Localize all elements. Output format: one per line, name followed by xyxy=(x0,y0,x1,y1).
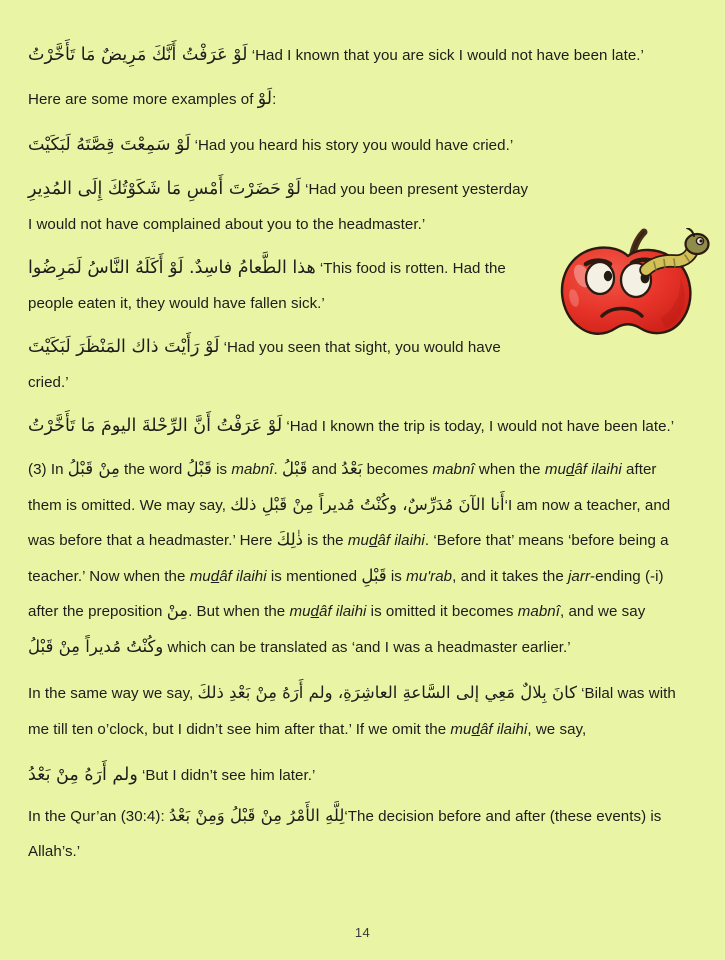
intro-arabic-law: لَوْ xyxy=(257,88,273,109)
section-4-paragraph xyxy=(28,676,683,747)
s4-arabic-bilal-sentence: كانَ بِلالٌ مَعِي إلى السَّاعةِ العاشِرَةِ، ولم أَرَهُ مِنْ بَعْدِ ذلكَ xyxy=(197,683,577,702)
section-3-paragraph xyxy=(28,452,683,665)
s3-text-n: , and it takes the xyxy=(452,567,569,585)
quran-arabic-verse: لِلَّهِ الأَمْرُ مِنْ قَبْلُ وَمِنْ بَعْدُ xyxy=(168,805,345,825)
s3-arabic-badu: بَعْدُ xyxy=(341,459,363,478)
page-number: 14 xyxy=(354,925,371,940)
example-5-translation: ‘Had you seen that sight, you would have cried.’ xyxy=(28,338,501,391)
example-3-arabic: لَوْ حَضَرْتَ أَمْسِ مَا شَكَوْتُكَ إِلَى المُدِيرِ xyxy=(28,178,301,199)
quran-translation: ‘The decision before and after (these events) is Allah’s.’ xyxy=(28,807,662,860)
s3-text-g: when the xyxy=(474,461,545,478)
s3-arabic-sentence-1: أَنا الآنَ مُدَرِّسٌ، وكُنْتُ مُديراً مِنْ قَبْلِ ذلك xyxy=(230,494,505,514)
s3-text-c: is xyxy=(211,461,232,478)
s3-mudaf-part-b: âf ilaihi xyxy=(574,461,622,478)
s3-text-h: after them is omitted. We may say, xyxy=(28,461,657,514)
s3-arabic-dhalika: ذٰلِكَ xyxy=(276,530,304,549)
s4-mudaf-b: âf ilaihi xyxy=(479,720,528,738)
s4-italic-mudaf-ilaihi xyxy=(450,721,527,738)
s3-arabic-qabli: قَبْلِ xyxy=(361,565,387,585)
s3-mudaf4-u: d xyxy=(310,603,319,620)
intro-line xyxy=(28,82,683,118)
example-line-6 xyxy=(28,409,683,445)
intro-prefix: Here are some more examples of xyxy=(28,90,258,108)
example-6-arabic: لَوْ عَرَفْتُ أَنَّ الرِّحْلةَ اليومَ مَا تَأَخَّرْتُ xyxy=(28,415,283,436)
s3-text-s: which can be translated as ‘and I was a headmaster earlier.’ xyxy=(163,638,571,656)
s3-mudaf3-a: mu xyxy=(189,567,211,585)
s3-text-e: and xyxy=(307,461,342,478)
example-1-arabic: لَوْ عَرَفْتُ أَنَّكَ مَرِيضٌ مَا تَأَخَّرْتُ xyxy=(28,45,248,65)
s3-text-k: . ‘Before that’ means ‘before being a teacher.’ Now when the xyxy=(28,532,669,585)
s3-text-q: is omitted it becomes xyxy=(366,603,518,620)
s3-text-b: the word xyxy=(119,461,187,478)
s3-mudaf2-u: d xyxy=(368,532,378,549)
s4-text-a: In the same way we say, xyxy=(28,685,198,702)
s3-mudaf4-a: mu xyxy=(289,603,311,620)
s3-text-f: becomes xyxy=(362,461,433,478)
s4-short-translation: ‘But I didn’t see him later.’ xyxy=(142,767,316,784)
s3-text-j: is the xyxy=(303,532,348,549)
s3-text-p: . But when the xyxy=(188,603,290,620)
example-6-translation: ‘Had I known the trip is today, I would not have been late.’ xyxy=(286,417,675,435)
s3-italic-mabni-3: mabnî xyxy=(517,603,560,620)
s3-mudaf4-b: âf ilaihi xyxy=(319,603,367,620)
example-3-translation: ‘Had you been present yesterday I would not have complained about you to the headmaster.’ xyxy=(28,180,529,233)
s3-mudaf3-b: âf ilaihi xyxy=(219,567,267,585)
section-4-short-line xyxy=(28,758,683,794)
page-body xyxy=(28,38,683,870)
s3-italic-mabni-2: mabnî xyxy=(432,461,475,478)
s4-arabic-short: ولم أَرَهُ مِنْ بَعْدُ xyxy=(28,765,138,785)
example-4-translation: ‘This food is rotten. Had the people eaten it, they would have fallen sick.’ xyxy=(28,259,506,312)
example-line-4 xyxy=(28,251,536,322)
example-line-5 xyxy=(28,330,536,401)
example-line-1 xyxy=(28,38,683,74)
s3-italic-mudaf-ilaihi-4 xyxy=(289,603,366,620)
quran-citation-paragraph xyxy=(28,799,683,870)
s3-arabic-sentence-2: وكُنْتُ مُديراً مِنْ قَبْلُ xyxy=(28,636,164,656)
example-1-translation: ‘Had I known that you are sick I would not have been late.’ xyxy=(251,47,644,64)
s3-italic-murab: mu'rab xyxy=(406,567,453,585)
s4-mudaf-u: d xyxy=(471,720,480,738)
s3-italic-mudaf-ilaihi-1 xyxy=(545,461,622,478)
s3-mudaf3-u: d xyxy=(210,567,220,585)
s3-arabic-qablu-2: قَبْلُ xyxy=(282,459,308,478)
s3-mudaf2-a: mu xyxy=(347,532,369,549)
s3-text-i: ‘I am now a teacher, and was before that a headmaster.’ Here xyxy=(28,496,671,549)
s3-arabic-qablu-1: قَبْلُ xyxy=(186,459,212,478)
s3-mudaf2-b: âf ilaihi xyxy=(377,532,425,549)
s3-italic-mabni-1: mabnî xyxy=(231,461,274,478)
s3-text-r: , and we say xyxy=(559,603,646,620)
example-line-3 xyxy=(28,172,536,243)
s3-mudaf-part-a: mu xyxy=(544,461,566,478)
s3-text-o: -ending (-i) after the preposition xyxy=(28,567,664,620)
example-4-arabic: هذا الطَّعامُ فاسِدٌ. لَوْ أَكَلَهُ النَّاسُ لَمَرِضُوا xyxy=(28,257,316,278)
s3-mudaf-underline-d: d xyxy=(565,461,575,478)
example-5-arabic: لَوْ رَأَيْتَ ذاك المَنْظَرَ لَبَكَيْتَ xyxy=(28,336,220,357)
s3-arabic-min-qablu: مِنْ قَبْلُ xyxy=(67,459,120,478)
s3-arabic-min: مِنْ xyxy=(166,601,189,620)
s4-mudaf-a: mu xyxy=(450,720,472,738)
example-line-2 xyxy=(28,128,683,164)
intro-suffix: : xyxy=(272,90,277,108)
s4-text-b: ‘Bilal was with me till ten o’clock, but I didn’t see him after that.’ If we omit the xyxy=(28,685,676,738)
s3-text-d: . xyxy=(273,461,283,478)
s3-text-l: is mentioned xyxy=(266,567,362,585)
s3-italic-jarr: jarr xyxy=(568,567,591,585)
example-2-translation: ‘Had you heard his story you would have cried.’ xyxy=(194,137,514,154)
s3-text-m: is xyxy=(386,567,407,585)
quran-reference-label: In the Qur’an (30:4): xyxy=(28,807,169,825)
s3-italic-mudaf-ilaihi-2 xyxy=(348,532,425,549)
example-2-arabic: لَوْ سَمِعْتَ قِصَّتَهُ لَبَكَيْتَ xyxy=(28,135,191,155)
s3-text-a: (3) In xyxy=(28,461,68,478)
s3-italic-mudaf-ilaihi-3 xyxy=(190,568,267,585)
s4-text-c: , we say, xyxy=(527,720,587,738)
